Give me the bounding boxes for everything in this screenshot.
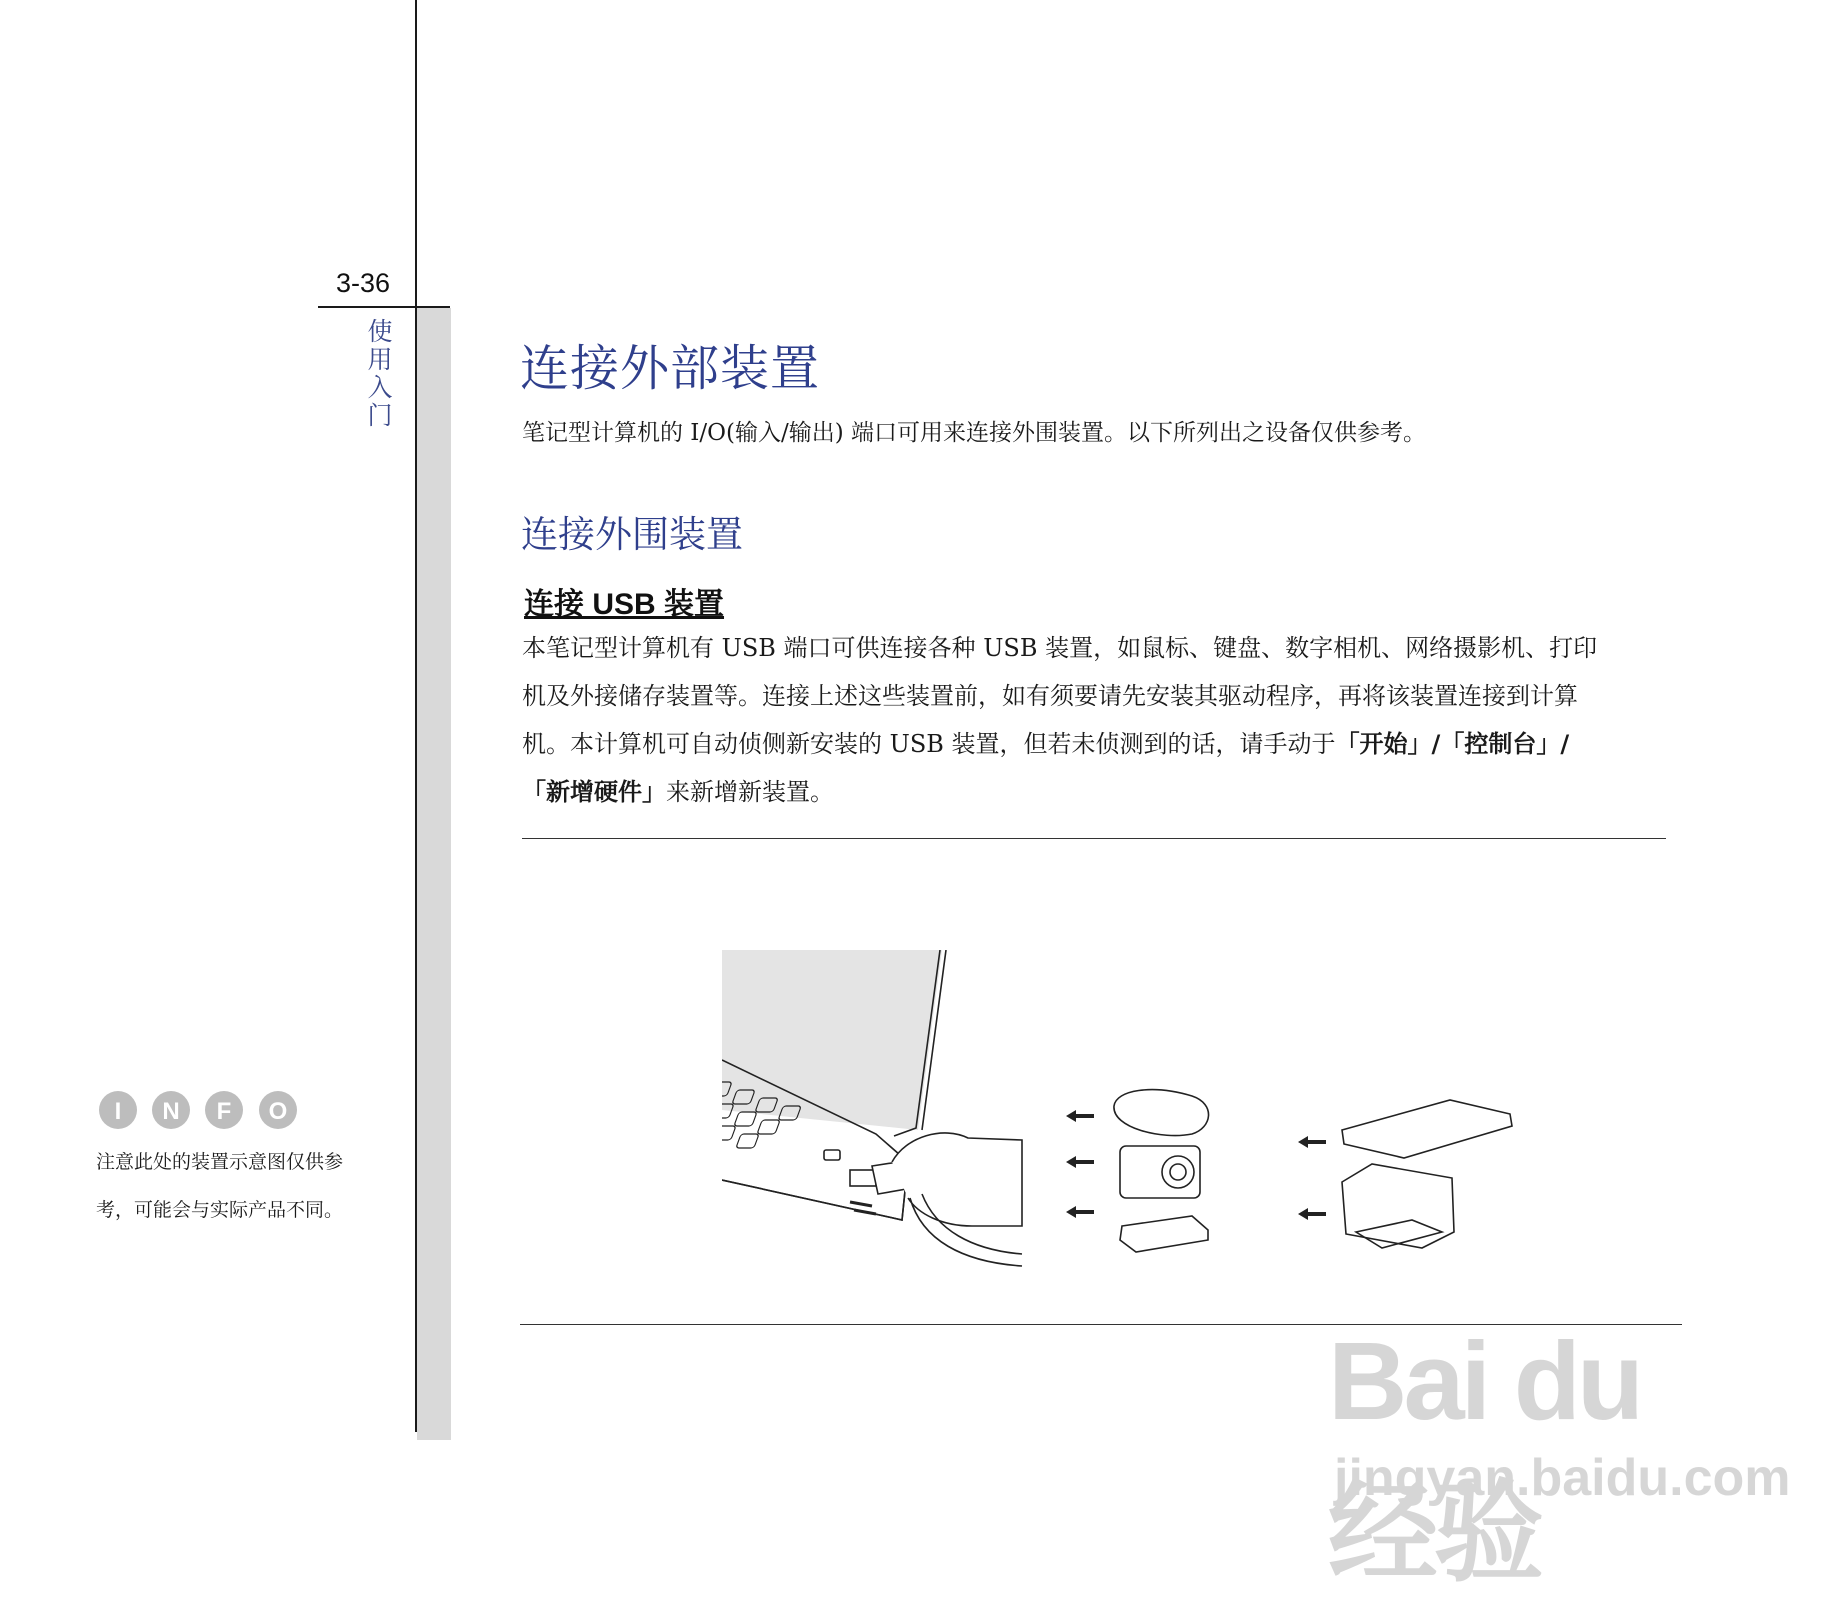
info-logo — [98, 1090, 300, 1130]
page-number: 3-36 — [336, 268, 391, 298]
info-note-line: 注意此处的装置示意图仅供参 — [96, 1151, 344, 1173]
info-note — [96, 1138, 396, 1234]
body-paragraph — [522, 624, 1682, 816]
hand-usb-plug — [850, 1133, 1022, 1266]
menu-path-add-hardware: 「新增硬件」 — [522, 778, 666, 806]
chapter-label: 使用入门 — [367, 317, 393, 430]
external-drive-icon — [1120, 1216, 1208, 1252]
watermark-url: jingyan.baidu.com — [1334, 1449, 1791, 1507]
usb-devices-illustration — [722, 950, 1542, 1280]
body-line: 本笔记型计算机有 USB 端口可供连接各种 USB 装置，如鼠标、键盘、数字相机、网络摄影机、打印 — [522, 634, 1598, 662]
mouse-icon — [1114, 1090, 1209, 1136]
info-note-line: 考，可能会与实际产品不同。 — [96, 1199, 344, 1221]
info-logo-letter: F — [216, 1098, 232, 1125]
body-text-span: 机。本计算机可自动侦侧新安装的 USB 装置，但若未侦测到的话，请手动于 — [522, 730, 1336, 758]
intro-paragraph: 笔记型计算机的 I/O(输入/输出) 端口可用来连接外围装置。以下所列出之设备仅供参考。 — [522, 420, 1427, 446]
subsection-title: 连接 USB 装置 — [524, 588, 725, 621]
page-title: 连接外部装置 — [520, 340, 821, 397]
watermark-brand: Bai du 经验 — [1328, 1320, 1641, 1595]
body-line — [522, 720, 1682, 768]
keyboard-icon — [1342, 1100, 1512, 1158]
printer-icon — [1342, 1164, 1454, 1248]
info-logo-letter: N — [162, 1098, 180, 1125]
body-line — [522, 768, 1682, 816]
menu-path-start-control-panel: 「开始」/「控制台」/ — [1335, 730, 1570, 758]
page-number-rule — [318, 306, 450, 308]
body-line: 机及外接储存装置等。连接上述这些装置前，如有须要请先安装其驱动程序，再将该装置连接到计算 — [522, 682, 1578, 710]
camera-icon — [1120, 1146, 1200, 1198]
body-text-span: 来新增新装置。 — [666, 778, 834, 806]
margin-band — [417, 308, 451, 1440]
section-title: 连接外围装置 — [521, 513, 743, 556]
figure-divider-top — [522, 838, 1666, 839]
baidu-watermark — [1328, 1290, 1791, 1595]
info-logo-letter: O — [268, 1098, 288, 1125]
info-logo-letter: I — [114, 1098, 122, 1125]
